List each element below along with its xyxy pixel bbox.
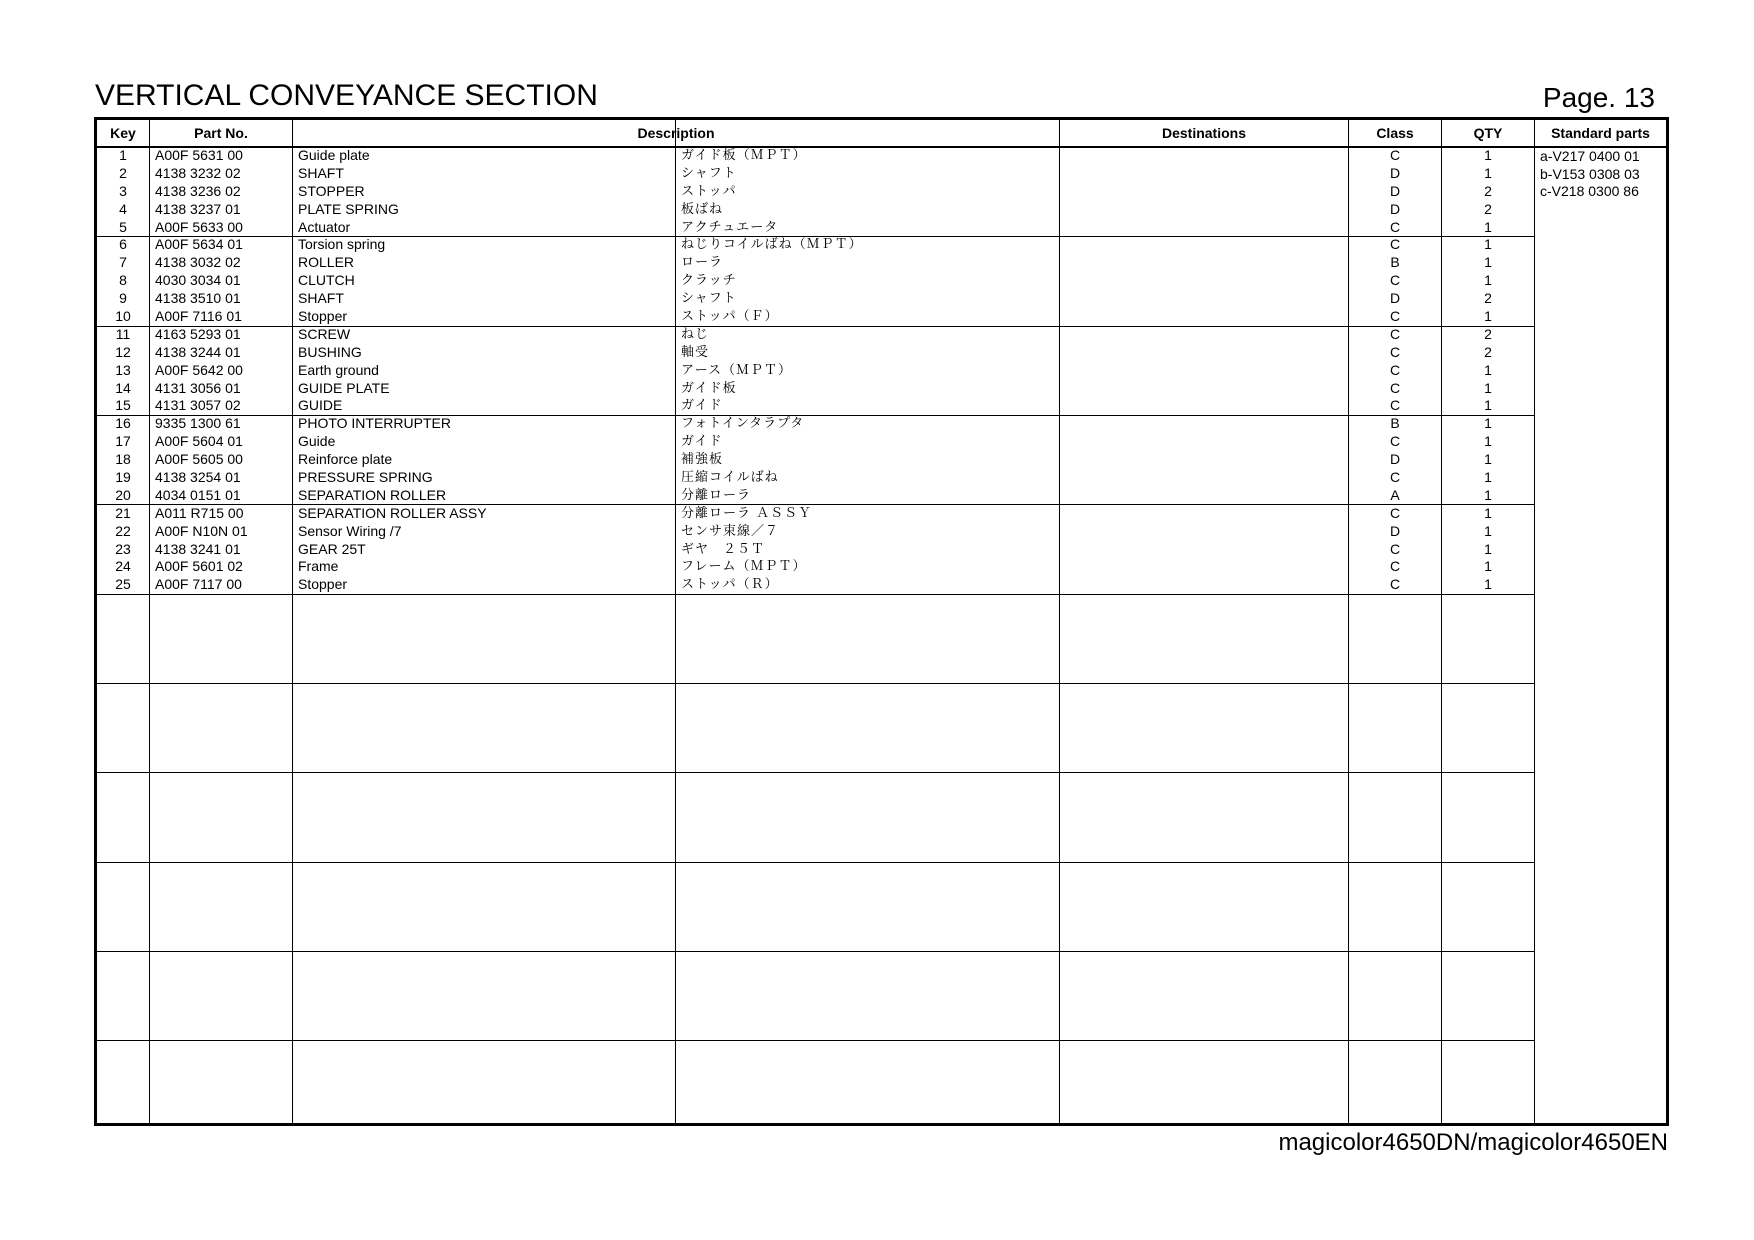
row-description-jp: アース（ＭＰＴ） <box>681 362 792 378</box>
row-description-en: Stopper <box>298 576 348 593</box>
table-row <box>97 541 1666 559</box>
row-part-no: A011 R715 00 <box>155 504 244 521</box>
row-key: 4 <box>119 200 127 217</box>
row-description-jp: 軸受 <box>681 344 710 360</box>
row-class: C <box>1389 397 1401 414</box>
header-qty: QTY <box>1473 125 1503 141</box>
row-description-en: SHAFT <box>298 164 344 181</box>
row-description-jp: ガイド板 <box>681 380 737 396</box>
row-key: 11 <box>115 325 131 342</box>
row-description-jp: シャフト <box>681 165 737 181</box>
table-row <box>97 165 1666 183</box>
row-part-no: 4138 3241 01 <box>155 540 241 557</box>
row-key: 10 <box>115 308 131 325</box>
table-row <box>97 201 1666 219</box>
row-class: D <box>1389 522 1401 539</box>
row-class: B <box>1390 254 1400 271</box>
row-description-en: BUSHING <box>298 343 362 360</box>
row-qty: 1 <box>1484 254 1492 271</box>
row-qty: 1 <box>1484 504 1492 521</box>
table-row <box>97 362 1666 380</box>
row-description-en: Reinforce plate <box>298 451 393 468</box>
table-row <box>97 236 1666 254</box>
row-key: 25 <box>115 576 131 593</box>
table-row <box>97 326 1666 344</box>
row-key: 23 <box>115 540 131 557</box>
row-description-en: Frame <box>298 558 339 575</box>
row-key: 6 <box>119 236 127 253</box>
row-description-en: Earth ground <box>298 361 379 378</box>
row-description-en: Stopper <box>298 308 348 325</box>
row-qty: 1 <box>1484 379 1492 396</box>
row-description-en: GEAR 25T <box>298 540 366 557</box>
row-qty: 2 <box>1484 200 1492 217</box>
row-qty: 1 <box>1484 558 1492 575</box>
row-key: 2 <box>119 164 127 181</box>
row-class: D <box>1389 451 1401 468</box>
row-class: C <box>1389 504 1401 521</box>
row-description-en: SEPARATION ROLLER ASSY <box>298 504 487 521</box>
row-description-en: PLATE SPRING <box>298 200 399 217</box>
header-destinations: Destinations <box>1161 125 1246 141</box>
row-key: 24 <box>115 558 131 575</box>
group-rule <box>97 951 1534 952</box>
row-description-en: Sensor Wiring /7 <box>298 522 402 539</box>
row-class: C <box>1389 576 1401 593</box>
row-description-en: STOPPER <box>298 182 365 199</box>
table-row <box>97 147 1666 165</box>
row-qty: 1 <box>1484 236 1492 253</box>
table-row <box>97 254 1666 272</box>
row-qty: 1 <box>1484 397 1492 414</box>
row-key: 8 <box>119 272 127 289</box>
row-qty: 1 <box>1484 469 1492 486</box>
row-key: 7 <box>119 254 127 271</box>
row-qty: 2 <box>1484 343 1492 360</box>
row-key: 18 <box>115 451 131 468</box>
row-part-no: A00F 5642 00 <box>155 361 243 378</box>
table-row <box>97 558 1666 576</box>
row-part-no: 9335 1300 61 <box>155 415 241 432</box>
row-qty: 1 <box>1484 272 1492 289</box>
row-description-en: SHAFT <box>298 290 344 307</box>
row-part-no: 4138 3232 02 <box>155 164 241 181</box>
row-description-jp: ねじりコイルばね（ＭＰＴ） <box>681 237 863 253</box>
row-description-en: Torsion spring <box>298 236 386 253</box>
row-class: D <box>1389 290 1401 307</box>
row-class: A <box>1390 486 1400 503</box>
table-row <box>97 451 1666 469</box>
row-qty: 2 <box>1484 290 1492 307</box>
row-part-no: A00F 5634 01 <box>155 236 243 253</box>
row-part-no: A00F 5605 00 <box>155 451 243 468</box>
header-key: Key <box>110 125 136 141</box>
row-description-jp: 板ばね <box>681 201 724 217</box>
row-class: D <box>1389 200 1401 217</box>
table-row <box>97 487 1666 505</box>
row-part-no: 4163 5293 01 <box>155 325 241 342</box>
row-key: 5 <box>119 218 127 235</box>
row-key: 20 <box>115 486 131 503</box>
row-qty: 2 <box>1484 325 1492 342</box>
table-row <box>97 272 1666 290</box>
row-qty: 1 <box>1484 415 1492 432</box>
group-rule <box>97 1040 1534 1041</box>
row-description-en: ROLLER <box>298 254 355 271</box>
row-key: 12 <box>115 343 131 360</box>
row-description-jp: ガイド板（ＭＰＴ） <box>681 148 807 163</box>
row-description-jp: ギヤ ２５Ｔ <box>681 541 766 557</box>
row-class: C <box>1389 433 1401 450</box>
row-class: B <box>1390 415 1400 432</box>
header-description: Description <box>637 125 715 141</box>
row-description-jp: シャフト <box>681 291 737 307</box>
row-class: C <box>1389 272 1401 289</box>
row-description-jp: ローラ <box>681 255 724 271</box>
page-number: Page. 13 <box>1542 82 1655 113</box>
group-rule <box>97 683 1534 684</box>
row-part-no: A00F 5604 01 <box>155 433 243 450</box>
row-qty: 1 <box>1484 308 1492 325</box>
row-description-jp: クラッチ <box>681 273 737 289</box>
row-part-no: 4131 3056 01 <box>155 379 241 396</box>
row-description-en: Guide <box>298 433 336 450</box>
row-description-jp: ガイド <box>681 434 723 450</box>
table-row <box>97 433 1666 451</box>
row-key: 15 <box>115 397 131 414</box>
row-key: 1 <box>119 147 127 163</box>
row-description-en: PHOTO INTERRUPTER <box>298 415 451 432</box>
row-class: C <box>1389 325 1401 342</box>
table-row <box>97 415 1666 433</box>
row-part-no: 4034 0151 01 <box>155 486 241 503</box>
standard-part-item: a-V217 0400 01 <box>1540 148 1640 164</box>
row-description-jp: センサ束線／７ <box>681 523 780 539</box>
row-qty: 1 <box>1484 218 1492 235</box>
model-name: magicolor4650DN/magicolor4650EN <box>1278 1129 1668 1156</box>
table-row <box>97 308 1666 326</box>
row-part-no: A00F N10N 01 <box>155 522 248 539</box>
row-qty: 2 <box>1484 182 1492 199</box>
row-class: C <box>1389 558 1401 575</box>
standard-part-item: b-V153 0308 03 <box>1540 165 1640 182</box>
row-class: C <box>1389 361 1401 378</box>
table-row <box>97 397 1666 415</box>
row-part-no: A00F 5601 02 <box>155 558 243 575</box>
table-row <box>97 576 1666 594</box>
row-class: C <box>1389 236 1401 253</box>
standard-part-item: c-V218 0300 86 <box>1540 183 1639 199</box>
table-row <box>97 380 1666 398</box>
table-row <box>97 523 1666 541</box>
row-qty: 1 <box>1484 486 1492 503</box>
row-description-jp: 圧縮コイルばね <box>681 470 779 486</box>
row-description-jp: ストッパ <box>681 183 737 199</box>
row-description-en: SEPARATION ROLLER <box>298 486 447 503</box>
row-key: 22 <box>115 522 131 539</box>
row-qty: 1 <box>1484 147 1492 163</box>
row-class: C <box>1389 469 1401 486</box>
row-qty: 1 <box>1484 540 1492 557</box>
row-qty: 1 <box>1484 361 1492 378</box>
row-key: 16 <box>115 415 131 432</box>
row-description-jp: ストッパ（Ｆ） <box>681 309 779 325</box>
row-class: C <box>1389 379 1401 396</box>
row-description-jp: ガイド <box>681 398 723 414</box>
row-key: 14 <box>115 379 131 396</box>
row-description-jp: フォトインタラプタ <box>681 416 805 432</box>
table-row <box>97 469 1666 487</box>
table-row <box>97 290 1666 308</box>
parts-rows <box>97 147 1666 594</box>
header-part-no: Part No. <box>194 125 248 141</box>
header-standard-parts: Standard parts <box>1551 125 1650 141</box>
row-description-en: PRESSURE SPRING <box>298 469 433 486</box>
row-description-jp: 分離ローラ ＡＳＳＹ <box>681 505 813 521</box>
row-part-no: 4138 3237 01 <box>155 200 241 217</box>
row-class: C <box>1389 218 1401 235</box>
row-description-jp: ねじ <box>681 326 710 342</box>
row-class: C <box>1389 147 1401 163</box>
row-description-jp: フレーム（ＭＰＴ） <box>681 559 807 575</box>
row-description-jp: ストッパ（Ｒ） <box>681 577 779 593</box>
row-qty: 1 <box>1484 576 1492 593</box>
row-part-no: 4138 3032 02 <box>155 254 241 271</box>
row-class: C <box>1389 308 1401 325</box>
row-part-no: 4030 3034 01 <box>155 272 241 289</box>
row-description-en: Actuator <box>298 218 351 235</box>
row-key: 17 <box>115 433 131 450</box>
parts-table <box>94 117 1669 1126</box>
table-row <box>97 183 1666 201</box>
row-part-no: A00F 5633 00 <box>155 218 243 235</box>
row-description-jp: アクチュエータ <box>681 219 779 235</box>
row-part-no: 4131 3057 02 <box>155 397 241 414</box>
row-key: 9 <box>119 290 127 307</box>
group-rule <box>97 862 1534 863</box>
row-class: C <box>1389 540 1401 557</box>
row-qty: 1 <box>1484 164 1492 181</box>
row-description-en: GUIDE <box>298 397 343 414</box>
row-key: 13 <box>115 361 131 378</box>
row-part-no: 4138 3510 01 <box>155 290 241 307</box>
row-description-en: SCREW <box>298 325 351 342</box>
row-part-no: 4138 3236 02 <box>155 182 241 199</box>
table-row <box>97 344 1666 362</box>
row-description-en: CLUTCH <box>298 272 355 289</box>
row-key: 19 <box>115 469 131 486</box>
row-part-no: A00F 7116 01 <box>155 308 242 325</box>
row-part-no: A00F 7117 00 <box>155 576 242 593</box>
row-description-en: GUIDE PLATE <box>298 379 390 396</box>
standard-parts-list <box>1540 148 1670 201</box>
row-class: D <box>1389 164 1401 181</box>
row-part-no: 4138 3254 01 <box>155 469 241 486</box>
header-class: Class <box>1376 125 1414 141</box>
group-rule <box>97 772 1534 773</box>
row-part-no: A00F 5631 00 <box>155 147 243 163</box>
row-description-en: Guide plate <box>298 147 370 163</box>
table-row <box>97 219 1666 237</box>
row-qty: 1 <box>1484 522 1492 539</box>
row-key: 21 <box>115 504 131 521</box>
page-title: VERTICAL CONVEYANCE SECTION <box>95 79 598 112</box>
table-row <box>97 505 1666 523</box>
row-qty: 1 <box>1484 451 1492 468</box>
row-part-no: 4138 3244 01 <box>155 343 241 360</box>
row-key: 3 <box>119 182 127 199</box>
row-class: D <box>1389 182 1401 199</box>
row-qty: 1 <box>1484 433 1492 450</box>
row-description-jp: 分離ローラ <box>681 487 752 503</box>
row-description-jp: 補強板 <box>681 452 724 468</box>
row-class: C <box>1389 343 1401 360</box>
